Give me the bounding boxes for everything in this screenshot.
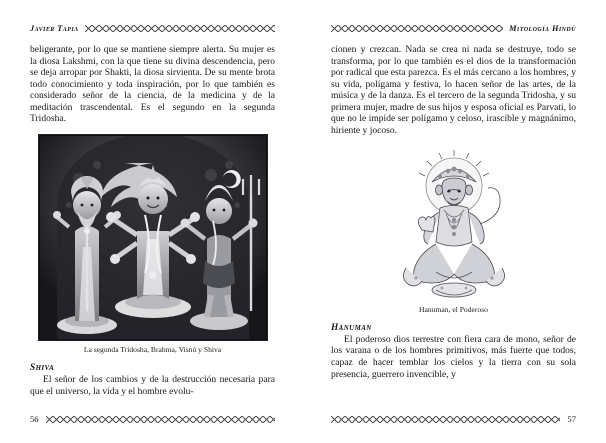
right-page [303, 0, 606, 443]
left-page-number: 56 [30, 414, 39, 424]
right-running-head [331, 22, 576, 35]
running-head-author: Javier Tapia [30, 24, 79, 33]
right-paragraph-continued: cionen y crezcan. Nada se crea ni nada se destruye, todo se transforma, por lo que también es el dios de la transformación por radical que esta parezca. Es el más cercano a los hombres, y su vida, polígama y festiva, lo hacen señor de las artes, de la música y de la danza. Es el tercero de la segunda Tridosha, y su primera mujer, madre de sus hijos y esposa oficial es Parvati, lo que no le impide ser polígamo y celoso, irascible y magnánimo, hiriente y jocoso. [331, 44, 576, 136]
left-figure [30, 134, 275, 356]
left-folio [30, 413, 275, 425]
right-figure-caption: Hanuman, el Poderoso [419, 304, 488, 314]
left-running-head [30, 22, 275, 35]
right-spacer [331, 380, 576, 406]
diamond-chain-ornament-icon [331, 25, 503, 32]
running-head-title: Mitología Hindú [509, 24, 576, 33]
left-section-heading: Shiva [30, 363, 55, 374]
diamond-chain-ornament-icon [331, 416, 560, 423]
right-section-heading: Hanuman [331, 322, 372, 333]
right-folio [331, 413, 576, 425]
diamond-chain-ornament-icon [46, 416, 275, 423]
deities-photograph-icon [38, 134, 268, 341]
right-figure [331, 145, 576, 315]
right-page-number: 57 [567, 414, 576, 424]
left-figure-caption: La segunda Tridosha, Brahma, Visnú y Shiva [83, 345, 222, 355]
left-spacer [30, 397, 275, 406]
diamond-chain-ornament-icon [85, 25, 275, 32]
left-section-paragraph: El señor de los cambios y de la destrucción necesaria para que el universo, la vida y el hombre evolu- [30, 374, 275, 397]
right-section-paragraph: El poderoso dios terrestre con fiera cara de mono, señor de los varana o de los hombres primitivos, más fuerte que todos, capaz de hacer temblar los cielos y la tierra con su sola presencia, guerrero invencible, y [331, 333, 576, 380]
left-paragraph-continued: beligerante, por lo que se mantiene siempre alerta. Su mujer es la diosa Lakshmi, con la que tiene su divina descendencia, pero se deja arropar por Shakti, la diosa sirvienta. De su mente brota todo conocimiento y toda inspiración, por lo que también es considerado señor de la ciencia, de la medicina y de la meditación trascendental. Es el segundo en la segunda Tridosha. [30, 44, 275, 125]
hanuman-line-drawing-icon [392, 148, 516, 300]
